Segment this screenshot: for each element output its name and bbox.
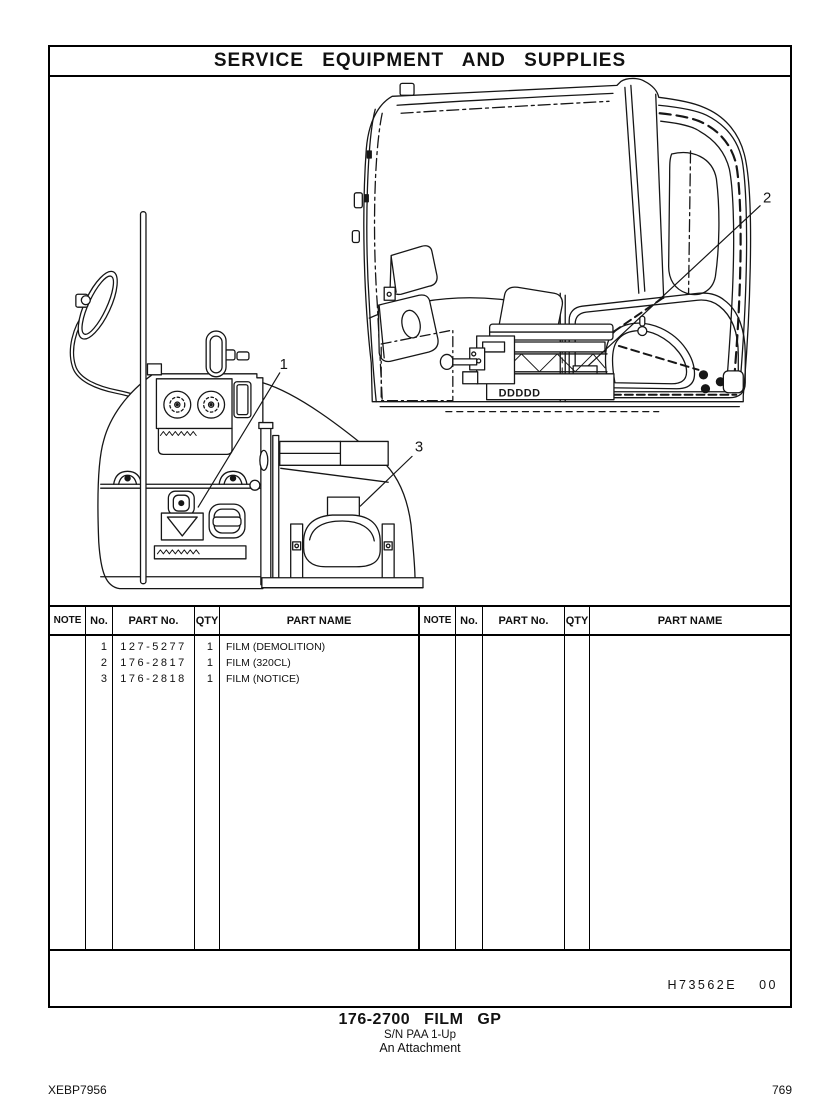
callout-1-label: 1 bbox=[279, 356, 288, 373]
no-column-2 bbox=[456, 636, 483, 949]
note-column-2 bbox=[420, 636, 456, 949]
part-name-column-2 bbox=[590, 636, 790, 949]
table-body bbox=[50, 636, 790, 949]
film-demolition-location bbox=[161, 513, 203, 540]
pedal-slot-marks: DDDDD bbox=[498, 387, 541, 400]
col-header-part-name: PART NAME bbox=[220, 607, 420, 634]
drawing-number: H73562E bbox=[667, 978, 738, 992]
col-header-qty-2: QTY bbox=[565, 607, 590, 634]
part-no-column-2 bbox=[483, 636, 565, 949]
sheet-border bbox=[48, 45, 792, 1008]
attachment-note: An Attachment bbox=[379, 1041, 461, 1055]
machine-rear-cover-figure bbox=[250, 383, 423, 588]
machine-front-figure bbox=[70, 212, 423, 589]
cab-figure bbox=[352, 78, 750, 411]
callout-3-label: 3 bbox=[414, 439, 424, 456]
col-header-qty: QTY bbox=[195, 607, 220, 634]
serial-number-range: S/N PAA 1-Up bbox=[383, 1029, 456, 1041]
row-qty: 1 bbox=[206, 641, 213, 653]
row-no: 3 bbox=[100, 673, 107, 685]
row-part-no: 176-2818 bbox=[120, 673, 187, 685]
mirror bbox=[70, 266, 125, 344]
film-notice-location bbox=[328, 497, 360, 517]
col-header-part-no: PART No. bbox=[113, 607, 195, 634]
row-no: 2 bbox=[100, 657, 107, 669]
note-column bbox=[50, 636, 86, 949]
row-qty: 1 bbox=[206, 673, 213, 685]
row-part-no: 127-5277 bbox=[120, 641, 187, 653]
page-number: 769 bbox=[771, 1083, 792, 1097]
qty-column bbox=[195, 636, 220, 949]
document-code: XEBP7956 bbox=[48, 1083, 107, 1097]
row-part-name: FILM (DEMOLITION) bbox=[226, 641, 326, 653]
drawing-reference-box bbox=[50, 949, 790, 1000]
part-group-title: 176-2700 FILM GP bbox=[338, 1011, 502, 1028]
col-header-part-name-2: PART NAME bbox=[657, 614, 723, 627]
sheet-title-bar bbox=[50, 47, 790, 77]
part-no-column bbox=[113, 636, 195, 949]
page-title: SERVICE EQUIPMENT AND SUPPLIES bbox=[213, 50, 627, 71]
row-part-no: 176-2817 bbox=[120, 657, 187, 669]
row-part-name: FILM (320CL) bbox=[226, 657, 291, 669]
figure-area bbox=[50, 77, 790, 605]
parts-table bbox=[50, 605, 790, 1000]
col-header-part-no-2: PART No. bbox=[483, 607, 565, 634]
parts-figure bbox=[50, 77, 790, 605]
part-name-column bbox=[220, 636, 420, 949]
qty-column-2 bbox=[565, 636, 590, 949]
callout-2-leader bbox=[588, 206, 760, 366]
drawing-revision: 00 bbox=[759, 978, 778, 992]
col-header-note: NOTE bbox=[50, 607, 86, 634]
row-qty: 1 bbox=[206, 657, 213, 669]
callout-2-label: 2 bbox=[762, 190, 772, 207]
col-header-no: No. bbox=[86, 607, 113, 634]
row-part-name: FILM (NOTICE) bbox=[226, 673, 300, 685]
col-header-note-2: NOTE bbox=[420, 607, 456, 634]
col-header-no-2: No. bbox=[456, 607, 483, 634]
monitor-boxes bbox=[378, 246, 438, 362]
row-no: 1 bbox=[100, 641, 107, 653]
no-column bbox=[86, 636, 113, 949]
table-header-row bbox=[50, 607, 790, 636]
